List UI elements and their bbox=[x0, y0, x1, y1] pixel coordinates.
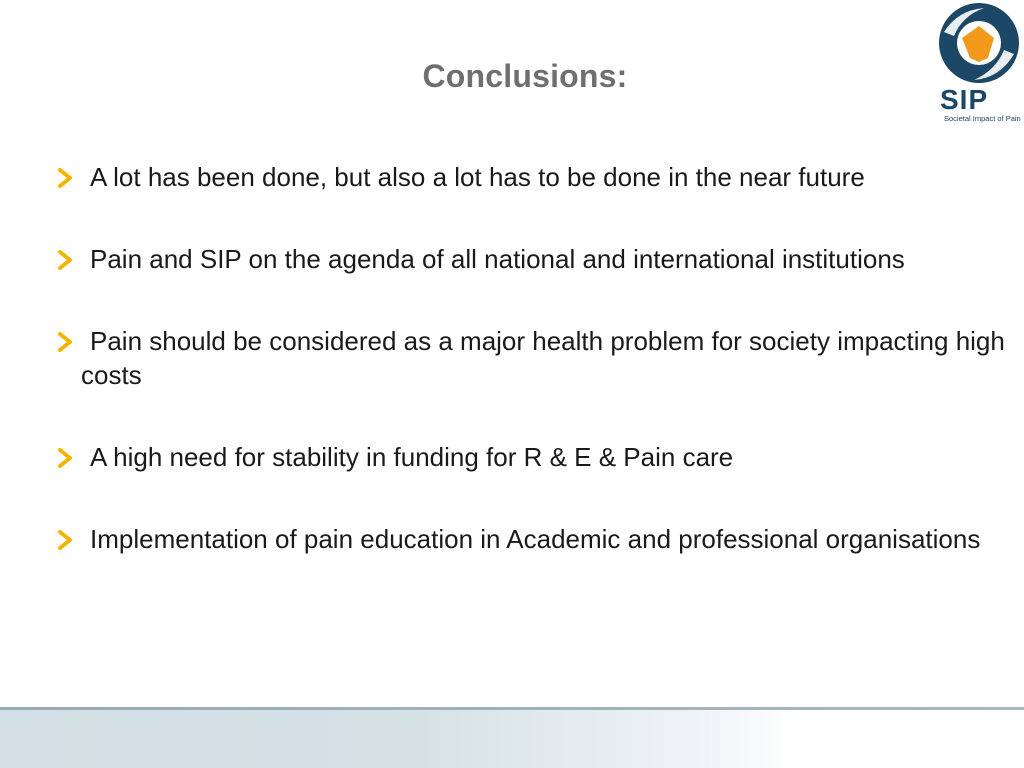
bullet-item bbox=[57, 160, 1007, 194]
bullet-text: A lot has been done, but also a lot has to be done in the near future bbox=[90, 162, 865, 192]
bullet-item bbox=[57, 324, 1007, 392]
logo-tagline: Societal Impact of Pain bbox=[944, 114, 1021, 123]
chevron-right-icon bbox=[57, 250, 73, 270]
bullet-text: Pain should be considered as a major health problem for society impacting high costs bbox=[81, 326, 1005, 390]
logo-wordmark: SIP bbox=[940, 84, 989, 115]
chevron-right-icon bbox=[57, 168, 73, 188]
bullet-text: A high need for stability in funding for R & E & Pain care bbox=[90, 442, 734, 472]
bullet-text: Implementation of pain education in Academic and professional organisations bbox=[90, 524, 981, 554]
footer-divider bbox=[0, 707, 1024, 710]
bullet-list bbox=[57, 160, 1007, 604]
bullet-item bbox=[57, 440, 1007, 474]
bullet-item bbox=[57, 242, 1007, 276]
chevron-right-icon bbox=[57, 332, 73, 352]
chevron-right-icon bbox=[57, 448, 73, 468]
sip-logo bbox=[934, 2, 1020, 124]
chevron-right-icon bbox=[57, 530, 73, 550]
slide-title: Conclusions: bbox=[422, 58, 628, 94]
bullet-text: Pain and SIP on the agenda of all national and international institutions bbox=[90, 244, 905, 274]
bullet-item bbox=[57, 522, 1007, 556]
footer-band bbox=[0, 707, 1024, 768]
sip-logo-icon bbox=[938, 2, 1020, 84]
